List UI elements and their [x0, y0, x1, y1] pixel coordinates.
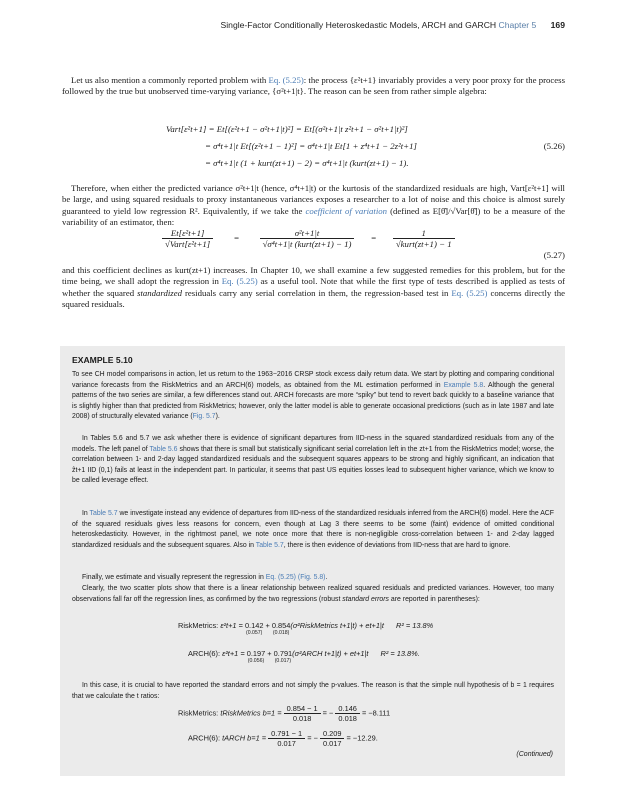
running-header [60, 20, 565, 34]
example-paragraph-1: To see CH model comparisons in action, let us return to the 1963−2016 CRSP stock excess daily return data. We start by plotting and comparing conditional variance forecasts from the RiskMetrics and an ARCH(6) models, as obtained from the ML estimation performed in Example 5.8. Although the general patterns of the two series are similar, a few differences stand out. ARCH forecasts are more “spiky” but tend to revert back quickly to a baseline variance that is slightly higher than that predicted from RiskMetrics; however, only the latter model is able to generate occasional predictions (such as in late 1987 and late 2008) of structurally elevated variance (Fig. 5.7). [72, 371, 554, 421]
eq-526-number: (5.26) [543, 141, 565, 151]
eq-526-line3: = σ⁴t+1|t (1 + kurt(zt+1) − 2) = σ⁴t+1|t (kurt(zt+1) − 1). [205, 158, 409, 168]
t-ratio-riskmetrics: RiskMetrics: tRiskMetrics b=1 = $\frac{0.854 - 1}{0.018}$ = − $\frac{0.146}{0.018}$ = −8.111 [178, 704, 391, 723]
eq-527-rhs-denominator: √kurt(zt+1) − 1 [393, 238, 455, 249]
eq-527-rhs-numerator: 1 [421, 228, 426, 238]
eq-527-mid-denominator: √σ⁴t+1|t (kurt(zt+1) − 1) [260, 238, 355, 249]
coefficient-of-variation-term: coefficient of variation [305, 205, 388, 216]
paragraph-coefficient-declines: and this coefficient declines as kurt(zt+1) increases. In Chapter 10, we shall examine a few suggested remedies for this problem, but for the time being, we shall adopt the regression in Eq. (5.25) as a useful tool. Note that while the first type of tests described is applied as tests of whether the squared standardized residuals carry any serial correlation in them, the regression-based test in Eq. (5.25) concerns directly the squared residuals. [62, 265, 565, 309]
chapter-number: 5 [531, 20, 537, 30]
table-5-7-link-2[interactable]: Table 5.7 [255, 541, 284, 549]
reg2-se-intercept: (0.056) [247, 658, 265, 664]
eq-525-link-4[interactable]: Eq. (5.25) [265, 574, 296, 581]
table-5-6-link[interactable]: Table 5.6 [149, 445, 178, 453]
example-paragraph-6: In this case, it is crucial to have reported the standard errors and not simply the p-values. The reason is that the simple null hypothesis of b = 1 requires that we calculate the t ratios: [72, 682, 554, 700]
reg1-se-intercept: (0.057) [245, 630, 263, 636]
table-5-7-link[interactable]: Table 5.7 [89, 510, 118, 517]
eq-527-lhs-denominator: √Vart[ε²t+1] [162, 238, 213, 249]
regression-arch6: ARCH(6): ε²t+1 = 0.197 (0.056) + 0.791 (0.017) (σ²ARCH t+1|t) + et+1|t R² = 13.8%. [188, 649, 420, 664]
chapter-label: Chapter [498, 20, 530, 30]
example-paragraph-3: In Table 5.7 we investigate instead any evidence of departures from IID-ness of the standardized residuals inferred from the ARCH(6) model. Here the ACF of the squared residuals gives less reasons for concern, even though at Lag 3 there seems to be some (faint) evidence of omitted conditional heteroskedasticity. However, in the rightmost panel, we note once more that there is non-negligible cross-correlation between 1- and 2-day lagged standardized residuals and the subsequent squares. Also in Table 5.7, there is then evidence of deviations from IID-ness that are hard to ignore. [72, 510, 554, 549]
example-5-8-link[interactable]: Example 5.8 [443, 381, 484, 389]
example-title: EXAMPLE 5.10 [72, 355, 133, 365]
running-title: Single-Factor Conditionally Heteroskedastic Models, ARCH and GARCH [220, 20, 497, 30]
eq-525-link-2[interactable]: Eq. (5.25) [221, 276, 258, 287]
t-ratio-arch6: ARCH(6): tARCH b=1 = $\frac{0.791 - 1}{0.017}$ = − $\frac{0.209}{0.017}$ = −12.29. [188, 729, 378, 748]
eq-526-line2: = σ⁴t+1|t Et[(z²t+1 − 1)²] = σ⁴t+1|t Et[1 + z⁴t+1 − 2z²t+1] [205, 141, 417, 151]
eq-525-link[interactable]: Eq. (5.25) [268, 75, 304, 85]
example-paragraph-2: In Tables 5.6 and 5.7 we ask whether there is evidence of significant departures from IID-ness in the squared standardized residuals from any of the models. The left panel of Table 5.6 shows that there is small but statistically significant serial correlation left in the zt+1 from the RiskMetrics model; worse, the correlation between 1- and 2-day lagged standardized residuals and the subsequent squares appears to be strong and highly significant, an indication that ẑt+1 IID (0,1) fails at least in the independent part. In particular, it seems that past US equities losses lead to subsequent higher variance, which we know to be called leverage effect. [72, 435, 554, 485]
continued-label: (Continued) [516, 751, 553, 758]
eq-527: $\frac{\text{Et[ε²t+1]}}{\text{√Vart[ε²t+1]}}$ = $\frac{\text{σ²t+1|t}}{\text{√σ⁴t+1|t (kurt(zt+1) − 1)}}$ = $\frac{1}{\text{√kurt(zt+1) − 1}}$ [162, 228, 455, 249]
eq-526-line1: Vart[ε²t+1] = Et[(ε²t+1 − σ²t+1|t)²] = Et[(σ²t+1|t z²t+1 − σ²t+1|t)²] [166, 124, 408, 134]
regression-riskmetrics: RiskMetrics: ε²t+1 = 0.142 (0.057) + 0.854 (0.018) (σ²RiskMetrics t+1|t) + et+1|t R² = 13.8% [178, 621, 434, 636]
fig-5-8-link[interactable]: (Fig. 5.8) [297, 574, 326, 581]
example-paragraph-4: Finally, we estimate and visually represent the regression in Eq. (5.25) (Fig. 5.8). [82, 574, 328, 581]
eq-525-link-3[interactable]: Eq. (5.25) [451, 287, 488, 298]
fig-5-7-link[interactable]: Fig. 5.7 [192, 413, 216, 421]
eq-527-mid-numerator: σ²t+1|t [294, 228, 320, 238]
page-number: 169 [550, 20, 565, 30]
example-paragraph-5: Clearly, the two scatter plots show that there is a linear relationship between realized squared residuals and predicted variances. However, too many observations fall far off the regression lines, as confirmed by the two regressions (robust standard errors are reported in parentheses): [72, 585, 554, 603]
paragraph-variance-noise: Therefore, when either the predicted variance σ²t+1|t (hence, σ⁴t+1|t) or the kurtosis of the standardized residuals are high, Vart[ε²t+1] will be large, and using squared residuals to proxy instantaneous variances exposes a researcher to a lot of noise and this choice is almost surely guaranteed to yield low regression R². Equivalently, if we take the coefficient of variation (defined as E[θ̂]/√Var[θ̂]) to be a measure of the variability of an estimator, then: [62, 183, 566, 227]
example-box [60, 346, 565, 776]
reg1-se-slope: (0.018) [272, 630, 290, 636]
reg2-se-slope: (0.017) [274, 658, 292, 664]
eq-527-lhs-numerator: Et[ε²t+1] [170, 228, 205, 238]
intro-paragraph: Let us also mention a commonly reported problem with Eq. (5.25): the process {ε²t+1} invariably provides a very poor proxy for the process followed by the true but unobserved time-varying variance, {σ²t+1|t}. The reason can be seen from rather simple algebra: [62, 75, 565, 97]
eq-527-number: (5.27) [543, 250, 565, 260]
